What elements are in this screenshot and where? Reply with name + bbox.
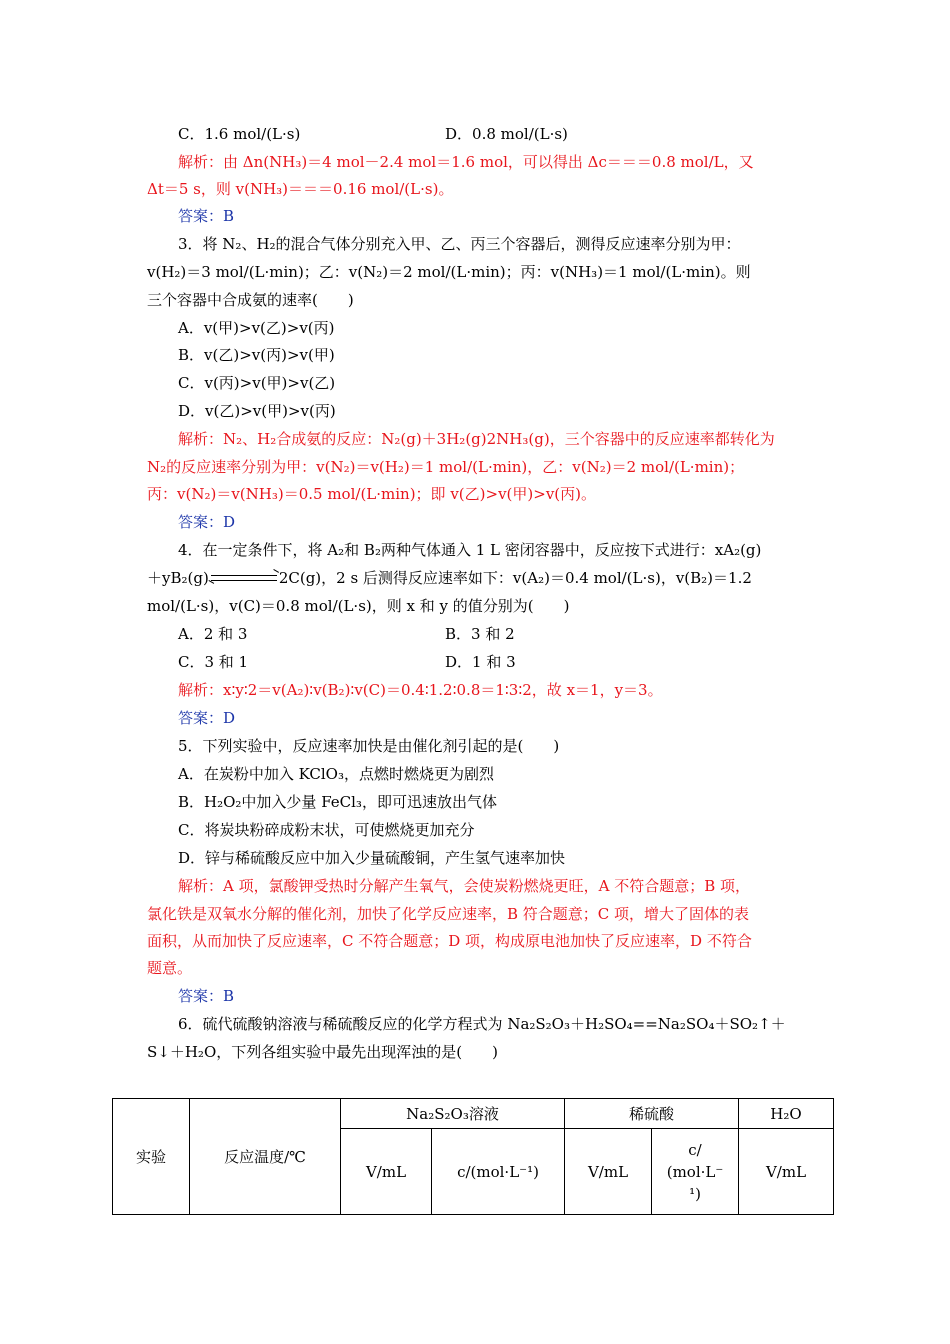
q5-option-d: D．锌与稀硫酸反应中加入少量硫酸铜，产生氢气速率加快 <box>178 849 566 867</box>
header-water: H₂O <box>739 1099 834 1129</box>
q6-stem-line-1: 6．硫代硫酸钠溶液与稀硫酸反应的化学方程式为 Na₂S₂O₃＋H₂SO₄==Na₂SO₄＋SO₂↑＋ <box>178 1015 786 1033</box>
header-reaction-temperature: 反应温度/℃ <box>190 1099 341 1215</box>
q5-analysis-line-3: 面积，从而加快了反应速率，C 不符合题意；D 项，构成原电池加快了反应速率，D 不符合 <box>147 932 752 950</box>
q4-stem-line-2-right: 2C(g)，2 s 后测得反应速率如下：v(A₂)＝0.4 mol/(L·s)，v(B₂)＝1.2 <box>278 569 752 587</box>
q2-option-c: C．1.6 mol/(L·s) <box>178 125 301 143</box>
q5-analysis-line-2: 氯化铁是双氧水分解的催化剂，加快了化学反应速率，B 符合题意；C 项，增大了固体的表 <box>147 905 750 923</box>
equilibrium-arrow-icon <box>209 572 279 586</box>
subheader-na-concentration: c/(mol·L⁻¹) <box>432 1129 565 1215</box>
q4-option-b: B．3 和 2 <box>445 625 515 643</box>
experiment-table <box>112 1098 834 1215</box>
header-experiment: 实验 <box>113 1099 190 1215</box>
q3-stem-line-1: 3．将 N₂、H₂的混合气体分别充入甲、乙、丙三个容器后，测得反应速率分别为甲： <box>178 235 741 253</box>
subheader-na-volume: V/mL <box>341 1129 432 1215</box>
q4-stem-line-2-left: ＋yB₂(g) <box>147 569 209 587</box>
q5-analysis-line-1: 解析：A 项，氯酸钾受热时分解产生氧气，会使炭粉燃烧更旺，A 不符合题意；B 项， <box>178 877 750 895</box>
q2-analysis-line-2: Δt＝5 s，则 v(NH₃)＝＝＝0.16 mol/(L·s)。 <box>147 180 454 198</box>
q5-option-b: B．H₂O₂中加入少量 FeCl₃，即可迅速放出气体 <box>178 793 497 811</box>
q4-stem-line-2 <box>147 568 752 588</box>
q4-option-c: C．3 和 1 <box>178 653 249 671</box>
q3-stem-line-2: v(H₂)＝3 mol/(L·min)；乙：v(N₂)＝2 mol/(L·min)；丙：v(NH₃)＝1 mol/(L·min)。则 <box>147 263 751 281</box>
q5-option-a: A．在炭粉中加入 KClO₃，点燃时燃烧更为剧烈 <box>178 765 494 783</box>
q4-answer: 答案：D <box>178 709 236 727</box>
q4-option-d: D．1 和 3 <box>445 653 516 671</box>
q3-analysis-line-1: 解析：N₂、H₂合成氨的反应：N₂(g)＋3H₂(g)2NH₃(g)，三个容器中的反应速率都转化为 <box>178 430 775 448</box>
subheader-acid-concentration-line-3: ¹) <box>689 1184 701 1203</box>
q6-stem-line-2: S↓＋H₂O，下列各组实验中最先出现浑浊的是( ) <box>147 1043 498 1061</box>
subheader-acid-concentration <box>652 1129 739 1215</box>
q5-stem: 5．下列实验中，反应速率加快是由催化剂引起的是( ) <box>178 737 560 755</box>
q4-option-a: A．2 和 3 <box>178 625 248 643</box>
q4-stem-line-3: mol/(L·s)，v(C)＝0.8 mol/(L·s)，则 x 和 y 的值分别为( ) <box>147 597 570 615</box>
q5-answer: 答案：B <box>178 987 235 1005</box>
q2-option-d: D．0.8 mol/(L·s) <box>445 125 568 143</box>
subheader-acid-concentration-line-2: (mol·L⁻ <box>666 1162 724 1181</box>
q3-analysis-line-3: 丙：v(N₂)＝v(NH₃)＝0.5 mol/(L·min)；即 v(乙)>v(甲)>v(丙)。 <box>147 485 596 503</box>
header-na2s2o3-solution: Na₂S₂O₃溶液 <box>341 1099 565 1129</box>
subheader-acid-concentration-line-1: c/ <box>688 1140 702 1159</box>
subheader-water-volume: V/mL <box>739 1129 834 1215</box>
q4-stem-line-1: 4．在一定条件下，将 A₂和 B₂两种气体通入 1 L 密闭容器中，反应按下式进行：xA₂(g) <box>178 541 762 559</box>
q3-option-c: C．v(丙)>v(甲)>v(乙) <box>178 374 336 392</box>
q5-analysis-line-4: 题意。 <box>147 959 193 977</box>
q2-analysis-line-1: 解析：由 Δn(NH₃)＝4 mol－2.4 mol＝1.6 mol，可以得出 Δc＝＝＝0.8 mol/L，又 <box>178 153 754 171</box>
q3-option-d: D．v(乙)>v(甲)>v(丙) <box>178 402 336 420</box>
q3-stem-line-3: 三个容器中合成氨的速率( ) <box>147 291 354 309</box>
q3-answer: 答案：D <box>178 513 236 531</box>
q3-option-b: B．v(乙)>v(丙)>v(甲) <box>178 346 335 364</box>
header-dilute-sulfuric-acid: 稀硫酸 <box>565 1099 739 1129</box>
q3-analysis-line-2: N₂的反应速率分别为甲：v(N₂)＝v(H₂)＝1 mol/(L·min)，乙：v(N₂)＝2 mol/(L·min)； <box>147 458 745 476</box>
q2-answer: 答案：B <box>178 207 235 225</box>
q3-option-a: A．v(甲)>v(乙)>v(丙) <box>178 319 335 337</box>
q5-option-c: C．将炭块粉碎成粉末状，可使燃烧更加充分 <box>178 821 475 839</box>
subheader-acid-volume: V/mL <box>565 1129 652 1215</box>
q4-analysis: 解析：x∶y∶2＝v(A₂)∶v(B₂)∶v(C)＝0.4∶1.2∶0.8＝1∶3∶2，故 x＝1，y＝3。 <box>178 681 663 699</box>
